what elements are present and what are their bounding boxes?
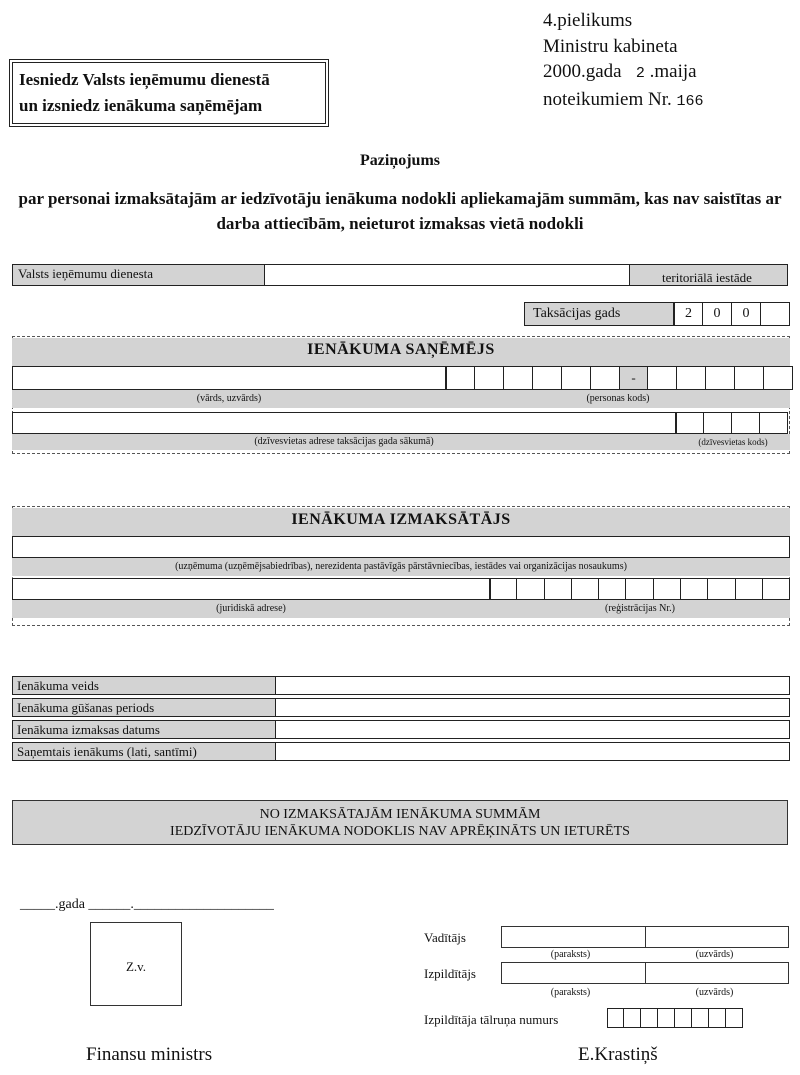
annex-date <box>543 59 793 87</box>
executor-signature-caption: (paraksts) <box>550 987 591 998</box>
annex-date-day: 2 <box>635 65 645 82</box>
personal-code-caption: (personas kods) <box>586 393 650 404</box>
phone-label: Izpildītāja tālruņa numurs <box>424 1012 559 1027</box>
personal-code-digit[interactable] <box>648 366 677 390</box>
recipient-name-input[interactable] <box>12 366 446 390</box>
residence-code-digit[interactable] <box>676 412 704 434</box>
phone-number-boxes <box>607 1008 743 1028</box>
tax-year-digit-4[interactable] <box>761 302 790 326</box>
submission-note-line-1: Iesniedz Valsts ieņēmumu dienestā <box>19 70 270 89</box>
income-payment-date-label: Ienākuma izmaksas datums <box>12 720 275 739</box>
personal-code-boxes <box>446 366 793 390</box>
stamp-label: Z.v. <box>125 959 147 974</box>
registration-digit[interactable] <box>681 578 708 600</box>
annex-date-month: .maija <box>649 61 697 82</box>
personal-code-digit[interactable] <box>735 366 764 390</box>
annex-date-year: 2000.gada <box>543 61 622 82</box>
income-amount-input[interactable] <box>275 742 790 761</box>
recipient-name-caption: (vārds, uzvārds) <box>196 393 262 404</box>
annex-regulation-number: 166 <box>676 92 704 110</box>
minister-title: Finansu ministrs <box>86 1044 213 1065</box>
registration-digit[interactable] <box>517 578 544 600</box>
income-amount-label: Saņemtais ienākums (lati, santīmi) <box>12 742 275 761</box>
stamp-area <box>90 922 182 1006</box>
head-surname-caption: (uzvārds) <box>695 949 734 960</box>
phone-digit[interactable] <box>641 1008 658 1028</box>
payer-name-input[interactable] <box>12 536 790 558</box>
residence-code-digit[interactable] <box>704 412 732 434</box>
registration-digit[interactable] <box>708 578 735 600</box>
office-label: Valsts ieņēmumu dienesta <box>18 266 154 281</box>
annex-regulation-label: noteikumiem Nr. <box>543 88 672 110</box>
head-signature-slot[interactable] <box>502 927 645 947</box>
executor-label: Izpildītājs <box>424 966 476 981</box>
income-type-label: Ienākuma veids <box>12 676 275 695</box>
phone-digit[interactable] <box>675 1008 692 1028</box>
annex-reference <box>543 8 793 114</box>
document-title: Paziņojums <box>360 152 440 169</box>
head-signature-caption: (paraksts) <box>550 949 591 960</box>
submission-note-line-2: un izsniedz ienākuma saņēmējam <box>19 96 263 115</box>
registration-digit[interactable] <box>736 578 763 600</box>
personal-code-digit[interactable] <box>475 366 504 390</box>
annex-cabinet: Ministru kabineta <box>543 35 678 57</box>
registration-digit[interactable] <box>599 578 626 600</box>
phone-digit[interactable] <box>692 1008 709 1028</box>
income-period-label: Ienākuma gūšanas periods <box>12 698 275 717</box>
registration-number-boxes <box>490 578 790 600</box>
head-signature-field[interactable] <box>501 926 789 948</box>
income-period-input[interactable] <box>275 698 790 717</box>
income-row <box>12 720 790 739</box>
minister-name: E.Krastiņš <box>578 1044 658 1065</box>
registration-digit[interactable] <box>545 578 572 600</box>
phone-digit[interactable] <box>709 1008 726 1028</box>
income-row <box>12 742 790 761</box>
phone-digit[interactable] <box>658 1008 675 1028</box>
office-input[interactable] <box>264 264 630 286</box>
personal-code-separator: - <box>620 366 648 390</box>
tax-year-label: Taksācijas gads <box>533 306 621 321</box>
annex-number: 4.pielikums <box>543 10 633 31</box>
registration-digit[interactable] <box>654 578 681 600</box>
registration-caption: (reģistrācijas Nr.) <box>605 603 675 614</box>
registration-digit[interactable] <box>626 578 653 600</box>
office-suffix: teritoriālā iestāde <box>662 270 752 285</box>
personal-code-digit[interactable] <box>562 366 591 390</box>
submission-note-box <box>12 62 326 124</box>
notice-line-1: NO IZMAKSĀTAJĀM IENĀKUMA SUMMĀM <box>259 807 541 822</box>
registration-digit[interactable] <box>763 578 790 600</box>
residence-code-caption: (dzīvesvietas kods) <box>698 437 768 447</box>
residence-code-digit[interactable] <box>760 412 788 434</box>
recipient-address-input[interactable] <box>12 412 676 434</box>
registration-digit[interactable] <box>490 578 517 600</box>
document-subtitle-text: par personai izmaksātajām ar iedzīvotāju ienākuma nodokli apliekamajām summām, kas nav saistītas ar darba attiecībām, neieturot izmaksas vietā nodokli <box>18 189 782 233</box>
payer-address-input[interactable] <box>12 578 490 600</box>
income-type-input[interactable] <box>275 676 790 695</box>
income-row <box>12 676 790 695</box>
executor-surname-caption: (uzvārds) <box>695 987 734 998</box>
annex-regulation <box>543 87 793 115</box>
personal-code-digit[interactable] <box>533 366 562 390</box>
phone-digit[interactable] <box>607 1008 624 1028</box>
tax-not-withheld-notice <box>12 800 788 845</box>
executor-signature-slot[interactable] <box>502 963 645 983</box>
notice-line-2: IEDZĪVOTĀJU IENĀKUMA NODOKLIS NAV APRĒĶINĀTS UN IETURĒTS <box>170 824 630 839</box>
tax-year-boxes <box>674 302 790 326</box>
phone-digit[interactable] <box>624 1008 641 1028</box>
personal-code-digit[interactable] <box>764 366 793 390</box>
registration-digit[interactable] <box>572 578 599 600</box>
document-subtitle <box>0 186 800 236</box>
payer-address-caption: (juridiskā adrese) <box>216 603 286 614</box>
tax-year-digit-3[interactable]: 0 <box>732 302 761 326</box>
tax-year-digit-1[interactable]: 2 <box>674 302 703 326</box>
date-line[interactable]: _____.gada ______.____________________ <box>20 897 274 912</box>
payer-heading: IENĀKUMA IZMAKSĀTĀJS <box>291 511 511 528</box>
income-row <box>12 698 790 717</box>
head-surname-slot[interactable] <box>645 927 789 947</box>
tax-year-digit-2[interactable]: 0 <box>703 302 732 326</box>
head-label: Vadītājs <box>424 930 466 945</box>
personal-code-digit[interactable] <box>591 366 620 390</box>
personal-code-digit[interactable] <box>677 366 706 390</box>
income-payment-date-input[interactable] <box>275 720 790 739</box>
executor-signature-field[interactable] <box>501 962 789 984</box>
personal-code-digit[interactable] <box>504 366 533 390</box>
personal-code-digit[interactable] <box>706 366 735 390</box>
recipient-heading: IENĀKUMA SAŅĒMĒJS <box>307 341 495 358</box>
residence-code-digit[interactable] <box>732 412 760 434</box>
executor-surname-slot[interactable] <box>645 963 789 983</box>
personal-code-digit[interactable] <box>446 366 475 390</box>
recipient-address-caption: (dzīvesvietas adrese taksācijas gada sākumā) <box>254 436 434 447</box>
payer-name-caption: (uzņēmuma (uzņēmējsabiedrības), nerezidenta pastāvīgās pārstāvniecības, iestādes vai organizācijas nosaukums) <box>175 561 627 572</box>
phone-digit[interactable] <box>726 1008 743 1028</box>
residence-code-boxes <box>676 412 788 434</box>
